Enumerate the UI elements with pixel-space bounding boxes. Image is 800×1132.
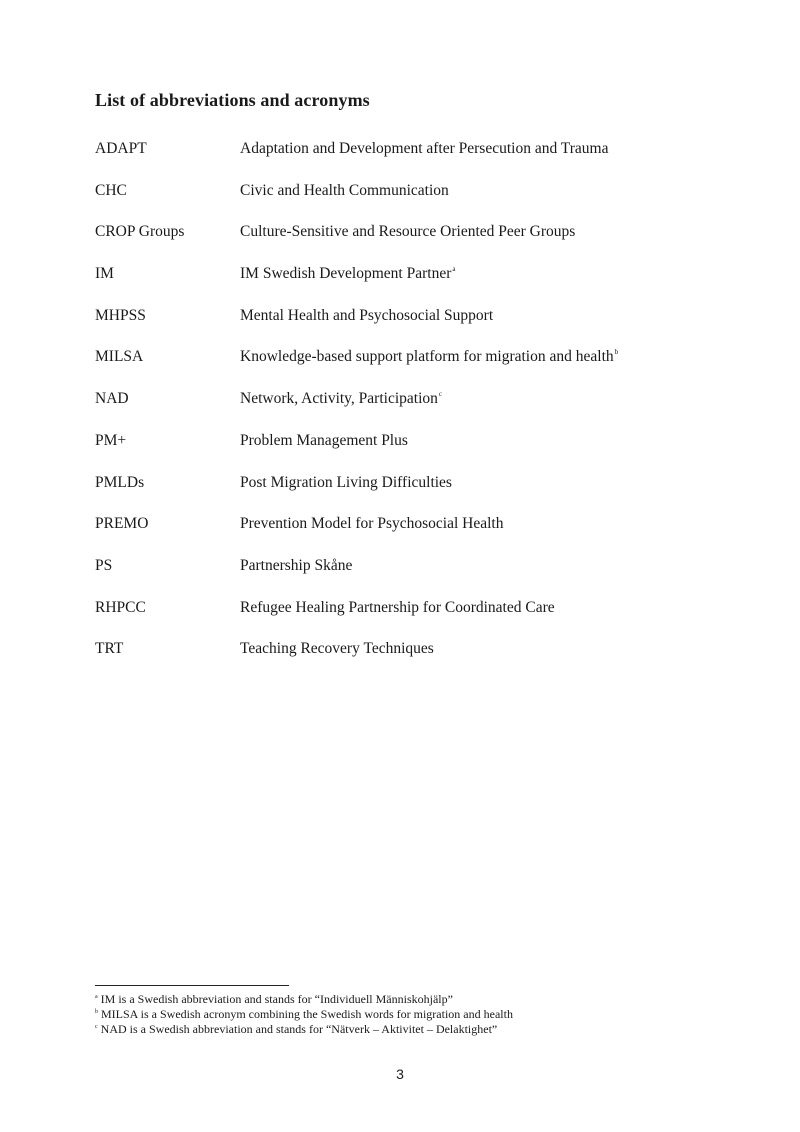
list-item: [95, 555, 618, 597]
footnote: [95, 1007, 513, 1022]
abbreviation-term: MILSA: [95, 348, 144, 366]
footnote: [95, 1022, 513, 1037]
abbreviation-term: TRT: [95, 640, 124, 658]
page-number: 3: [396, 1066, 404, 1082]
list-item: [95, 430, 618, 472]
list-item: [95, 513, 618, 555]
list-item: [95, 388, 618, 430]
abbreviation-definition: Post Migration Living Difficulties: [240, 473, 452, 491]
footnote-marker: a: [95, 994, 98, 1000]
abbreviation-definition: Culture-Sensitive and Resource Oriented Peer Groups: [240, 223, 576, 241]
list-item: [95, 263, 618, 305]
abbreviation-definition: Mental Health and Psychosocial Support: [240, 306, 494, 324]
footnote-separator: [95, 985, 289, 986]
abbreviation-definition: Problem Management Plus: [240, 431, 408, 449]
abbreviation-definition: Adaptation and Development after Persecution and Trauma: [240, 140, 609, 157]
page-title: List of abbreviations and acronyms: [95, 90, 370, 110]
abbreviation-term: NAD: [95, 390, 129, 408]
abbreviation-term: PS: [95, 556, 113, 574]
footnote-text: NAD is a Swedish abbreviation and stands for “Nätverk – Aktivitet – Delaktighet”: [100, 1022, 498, 1036]
footnote-text: IM is a Swedish abbreviation and stands for “Individuell Människohjälp”: [100, 992, 453, 1006]
footnote-marker: c: [95, 1024, 98, 1030]
footnote: [95, 992, 513, 1007]
abbreviation-definition: Civic and Health Communication: [240, 181, 449, 199]
abbreviation-term: PREMO: [95, 515, 149, 533]
list-item: [95, 638, 618, 680]
list-item: [95, 472, 618, 514]
abbreviation-term: CROP Groups: [95, 223, 185, 241]
abbreviation-definition: Partnership Skåne: [240, 556, 353, 574]
abbreviation-term: RHPCC: [95, 598, 146, 616]
list-item: [95, 138, 618, 180]
footnote-text: MILSA is a Swedish acronym combining the Swedish words for migration and health: [101, 1007, 513, 1021]
list-item: [95, 305, 618, 347]
abbreviation-definition: Teaching Recovery Techniques: [240, 640, 434, 658]
abbreviation-definition: IM Swedish Development Partner$^a$: [240, 265, 456, 283]
footnote-marker: c: [438, 390, 442, 399]
abbreviation-list: [95, 138, 618, 680]
list-item: [95, 221, 618, 263]
abbreviation-term: PMLDs: [95, 473, 145, 491]
footnote-marker: a: [452, 265, 456, 274]
list-item: [95, 180, 618, 222]
abbreviation-definition: Refugee Healing Partnership for Coordinated Care: [240, 598, 555, 616]
footnote-marker: b: [614, 348, 619, 357]
abbreviation-term: MHPSS: [95, 306, 146, 324]
abbreviation-definition: Prevention Model for Psychosocial Health: [240, 515, 504, 533]
list-item: [95, 597, 618, 639]
abbreviation-term: CHC: [95, 181, 127, 199]
abbreviation-definition: Network, Activity, Participation$^c$: [240, 390, 442, 408]
abbreviation-term: ADAPT: [95, 140, 147, 157]
abbreviation-term: PM+: [95, 431, 127, 449]
footnote-marker: b: [95, 1009, 98, 1015]
abbreviation-definition: Knowledge-based support platform for migration and health$^b$: [240, 348, 619, 366]
abbreviation-term: IM: [95, 265, 114, 283]
footnotes: [95, 992, 513, 1037]
list-item: [95, 346, 618, 388]
